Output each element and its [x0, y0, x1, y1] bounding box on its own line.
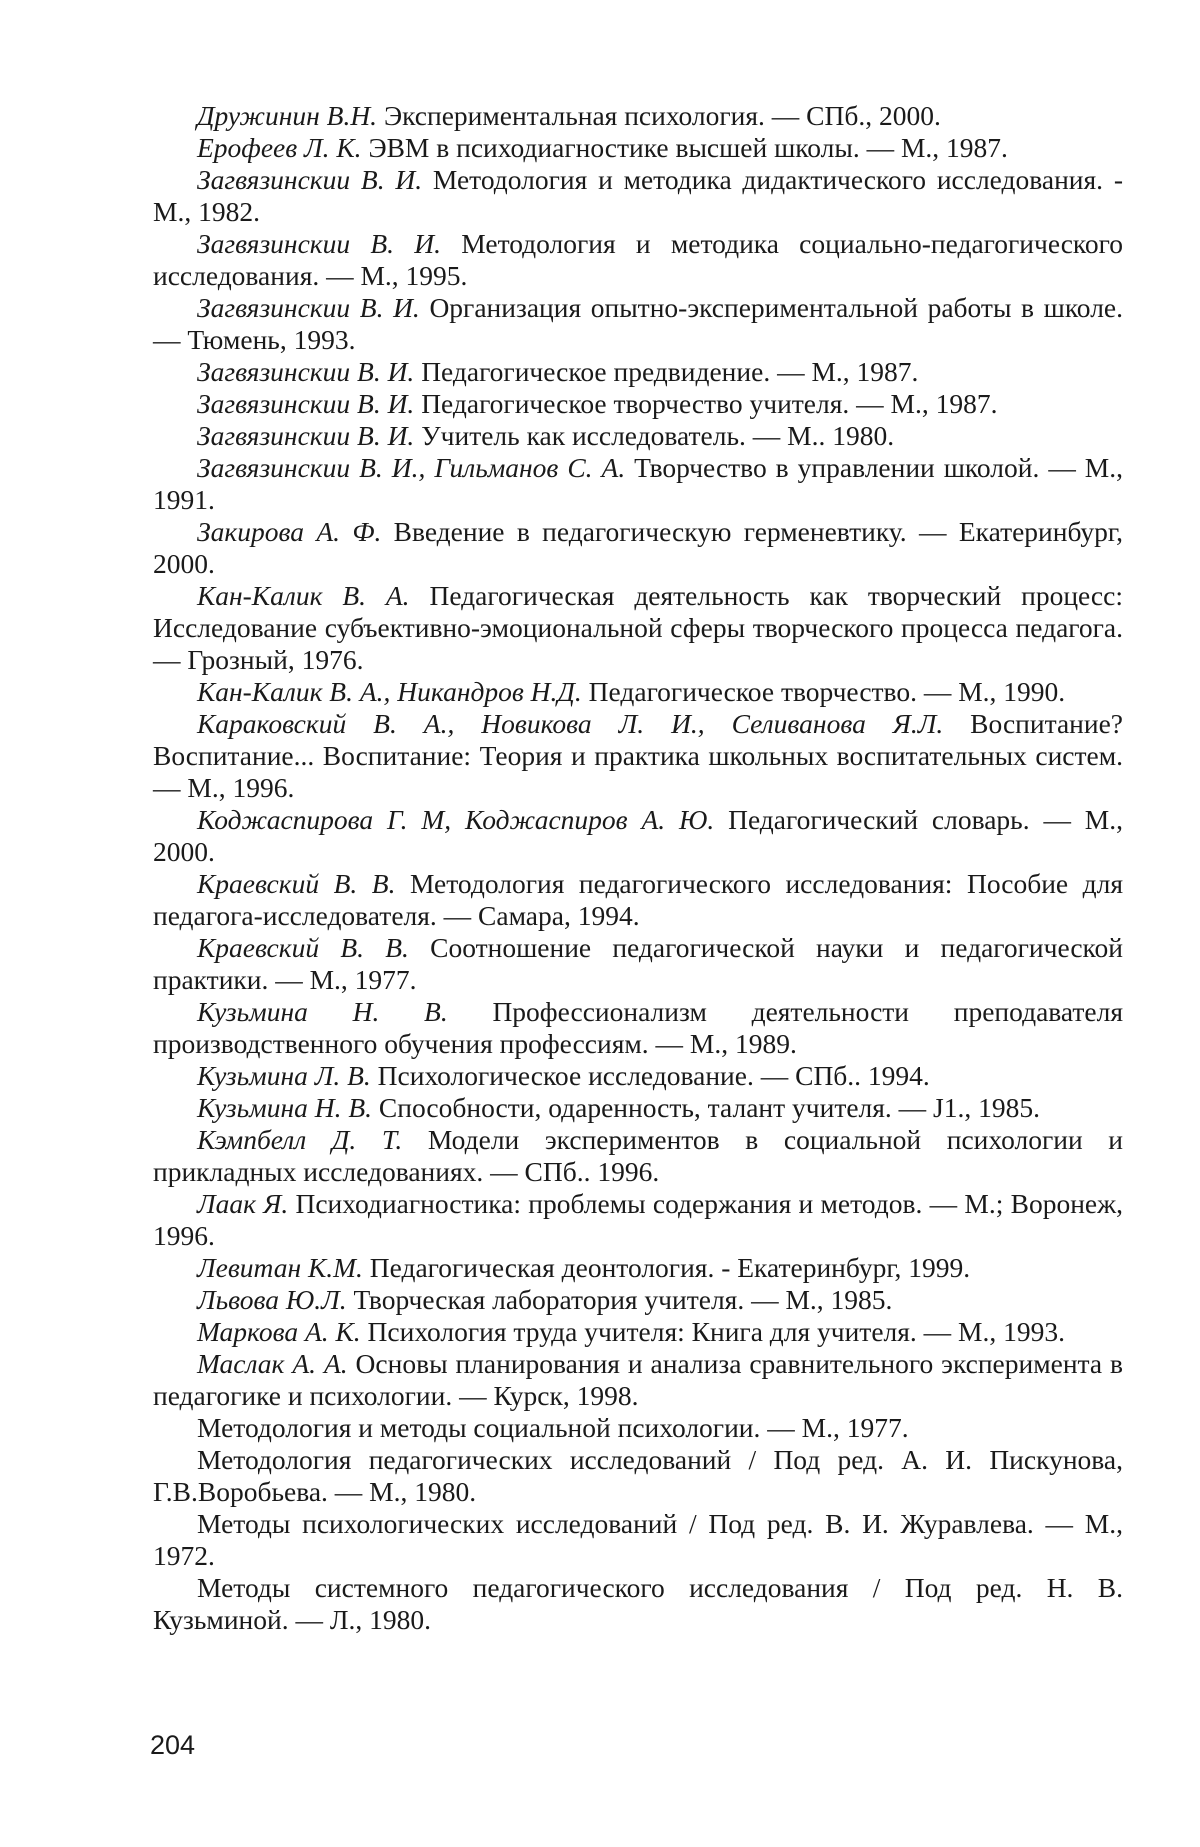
- bibliography-entry: [153, 516, 1123, 580]
- entry-author: Коджаспирова Г. М, Коджаспиров А. Ю.: [197, 804, 715, 835]
- entry-author: Маслак А. А.: [197, 1348, 348, 1379]
- entry-text: Педагогическое предвидение. — М., 1987.: [414, 356, 919, 387]
- entry-text: ЭВМ в психодиагностике высшей школы. — М., 1987.: [361, 132, 1008, 163]
- entry-text: Методы системного педагогического исследования / Под ред. Н. В. Кузьминой. — Л., 1980.: [153, 1572, 1123, 1635]
- bibliography-entry: [153, 1188, 1123, 1252]
- bibliography-list: [153, 100, 1123, 1636]
- bibliography-entry: [153, 932, 1123, 996]
- entry-text: Психодиагностика: проблемы содержания и методов. — М.; Воронеж, 1996.: [153, 1188, 1124, 1251]
- entry-author: Караковский В. А., Новикова Л. И., Селиванова Я.Л.: [197, 708, 944, 739]
- entry-text: Методология педагогического исследования: Пособие для педагога-исследователя. — Самара, 1994.: [153, 868, 1123, 931]
- entry-author: Закирова А. Ф.: [197, 516, 382, 547]
- entry-author: Кузьмина Л. В.: [197, 1060, 371, 1091]
- entry-author: Маркова А. К.: [197, 1316, 361, 1347]
- entry-author: Загвязинскии В. И.: [197, 420, 415, 451]
- entry-text: Творчество в управлении школой. — М., 1991.: [153, 452, 1123, 515]
- entry-text: Профессионализм деятельности преподавателя производственного обучения профессиям. — М., 1989.: [153, 996, 1123, 1059]
- bibliography-entry: [153, 164, 1123, 228]
- entry-author: Загвязинскии В. И.: [197, 356, 415, 387]
- bibliography-entry: [153, 1284, 1123, 1316]
- entry-author: Лаак Я.: [197, 1188, 289, 1219]
- entry-text: Способности, одаренность, талант учителя. — J1., 1985.: [372, 1092, 1040, 1123]
- bibliography-entry: [153, 804, 1123, 868]
- bibliography-page: [153, 100, 1123, 1636]
- bibliography-entry: [153, 1092, 1123, 1124]
- entry-author: Кан-Калик В. А., Никандров Н.Д.: [197, 676, 582, 707]
- bibliography-entry: [153, 676, 1123, 708]
- entry-text: Психологическое исследование. — СПб.. 1994.: [370, 1060, 930, 1091]
- entry-text: Экспериментальная психология. — СПб., 2000.: [377, 100, 941, 131]
- entry-author: Львова Ю.Л.: [197, 1284, 347, 1315]
- bibliography-entry: [153, 388, 1123, 420]
- bibliography-entry: [153, 1508, 1123, 1572]
- entry-author: Загвязинскии В. И.: [197, 228, 442, 259]
- entry-author: Ерофеев Л. К.: [197, 132, 362, 163]
- bibliography-entry: [153, 228, 1123, 292]
- bibliography-entry: [153, 1316, 1123, 1348]
- bibliography-entry: [153, 292, 1123, 356]
- entry-text: Воспитание? Воспитание... Воспитание: Теория и практика школьных воспитательных систем. — М., 1996.: [153, 708, 1123, 803]
- entry-author: Краевский В. В.: [197, 932, 409, 963]
- bibliography-entry: [153, 420, 1123, 452]
- entry-text: Методология и методика социально-педагогического исследования. — М., 1995.: [153, 228, 1123, 291]
- page-number: 204: [150, 1730, 196, 1760]
- entry-text: Методология и методика дидактического исследования. - М., 1982.: [153, 164, 1123, 227]
- bibliography-entry: [153, 1348, 1123, 1412]
- entry-text: Соотношение педагогической науки и педагогической практики. — М., 1977.: [153, 932, 1123, 995]
- entry-text: Педагогический словарь. — М., 2000.: [153, 804, 1123, 867]
- bibliography-entry: [153, 452, 1123, 516]
- entry-author: Кузьмина Н. В.: [197, 996, 448, 1027]
- bibliography-entry: [153, 132, 1123, 164]
- entry-author: Загвязинскии В. И., Гильманов С. А.: [197, 452, 626, 483]
- bibliography-entry: [153, 356, 1123, 388]
- entry-author: Кан-Калик В. А.: [197, 580, 410, 611]
- bibliography-entry: [153, 1572, 1123, 1636]
- entry-author: Кузьмина Н. В.: [197, 1092, 373, 1123]
- entry-author: Загвязинскии В. И.: [197, 388, 415, 419]
- bibliography-entry: [153, 1444, 1123, 1508]
- entry-text: Методология и методы социальной психологии. — М., 1977.: [197, 1412, 909, 1443]
- bibliography-entry: [153, 868, 1123, 932]
- entry-text: Модели экспериментов в социальной психологии и прикладных исследованиях. — СПб.. 1996.: [153, 1124, 1123, 1187]
- bibliography-entry: [153, 580, 1123, 676]
- entry-text: Педагогическая деятельность как творческий процесс: Исследование субъективно-эмоциональной сферы творческого процесса педагога. — Грозный, 1976.: [153, 580, 1123, 675]
- bibliography-entry: [153, 100, 1123, 132]
- entry-text: Методы психологических исследований / Под ред. В. И. Журавлева. — М., 1972.: [153, 1508, 1123, 1571]
- bibliography-entry: [153, 1060, 1123, 1092]
- bibliography-entry: [153, 996, 1123, 1060]
- entry-author: Дружинин В.Н.: [197, 100, 378, 131]
- bibliography-entry: [153, 1124, 1123, 1188]
- entry-author: Краевский В. В.: [197, 868, 396, 899]
- bibliography-entry: [153, 1252, 1123, 1284]
- bibliography-entry: [153, 1412, 1123, 1444]
- entry-text: Психология труда учителя: Книга для учителя. — М., 1993.: [360, 1316, 1065, 1347]
- entry-text: Учитель как исследователь. — М.. 1980.: [414, 420, 895, 451]
- entry-text: Творческая лаборатория учителя. — М., 1985.: [346, 1284, 893, 1315]
- entry-author: Загвязинскии В. И.: [197, 292, 420, 323]
- entry-author: Загвязинскии В. И.: [197, 164, 423, 195]
- entry-author: Кэмпбелл Д. Т.: [197, 1124, 403, 1155]
- entry-text: Педагогическое творчество. — М., 1990.: [581, 676, 1066, 707]
- entry-text: Введение в педагогическую герменевтику. — Екатеринбург, 2000.: [153, 516, 1123, 579]
- bibliography-entry: [153, 708, 1123, 804]
- entry-author: Левитан К.М.: [197, 1252, 363, 1283]
- entry-text: Основы планирования и анализа сравнительного эксперимента в педагогике и психологии. — Курск, 1998.: [153, 1348, 1124, 1411]
- entry-text: Методология педагогических исследований / Под ред. А. И. Пискунова, Г.В.Воробьева. — М., 1980.: [153, 1444, 1123, 1507]
- entry-text: Педагогическое творчество учителя. — М., 1987.: [414, 388, 998, 419]
- entry-text: Педагогическая деонтология. - Екатеринбург, 1999.: [362, 1252, 971, 1283]
- entry-text: Организация опытно-экспериментальной работы в школе. — Тюмень, 1993.: [153, 292, 1123, 355]
